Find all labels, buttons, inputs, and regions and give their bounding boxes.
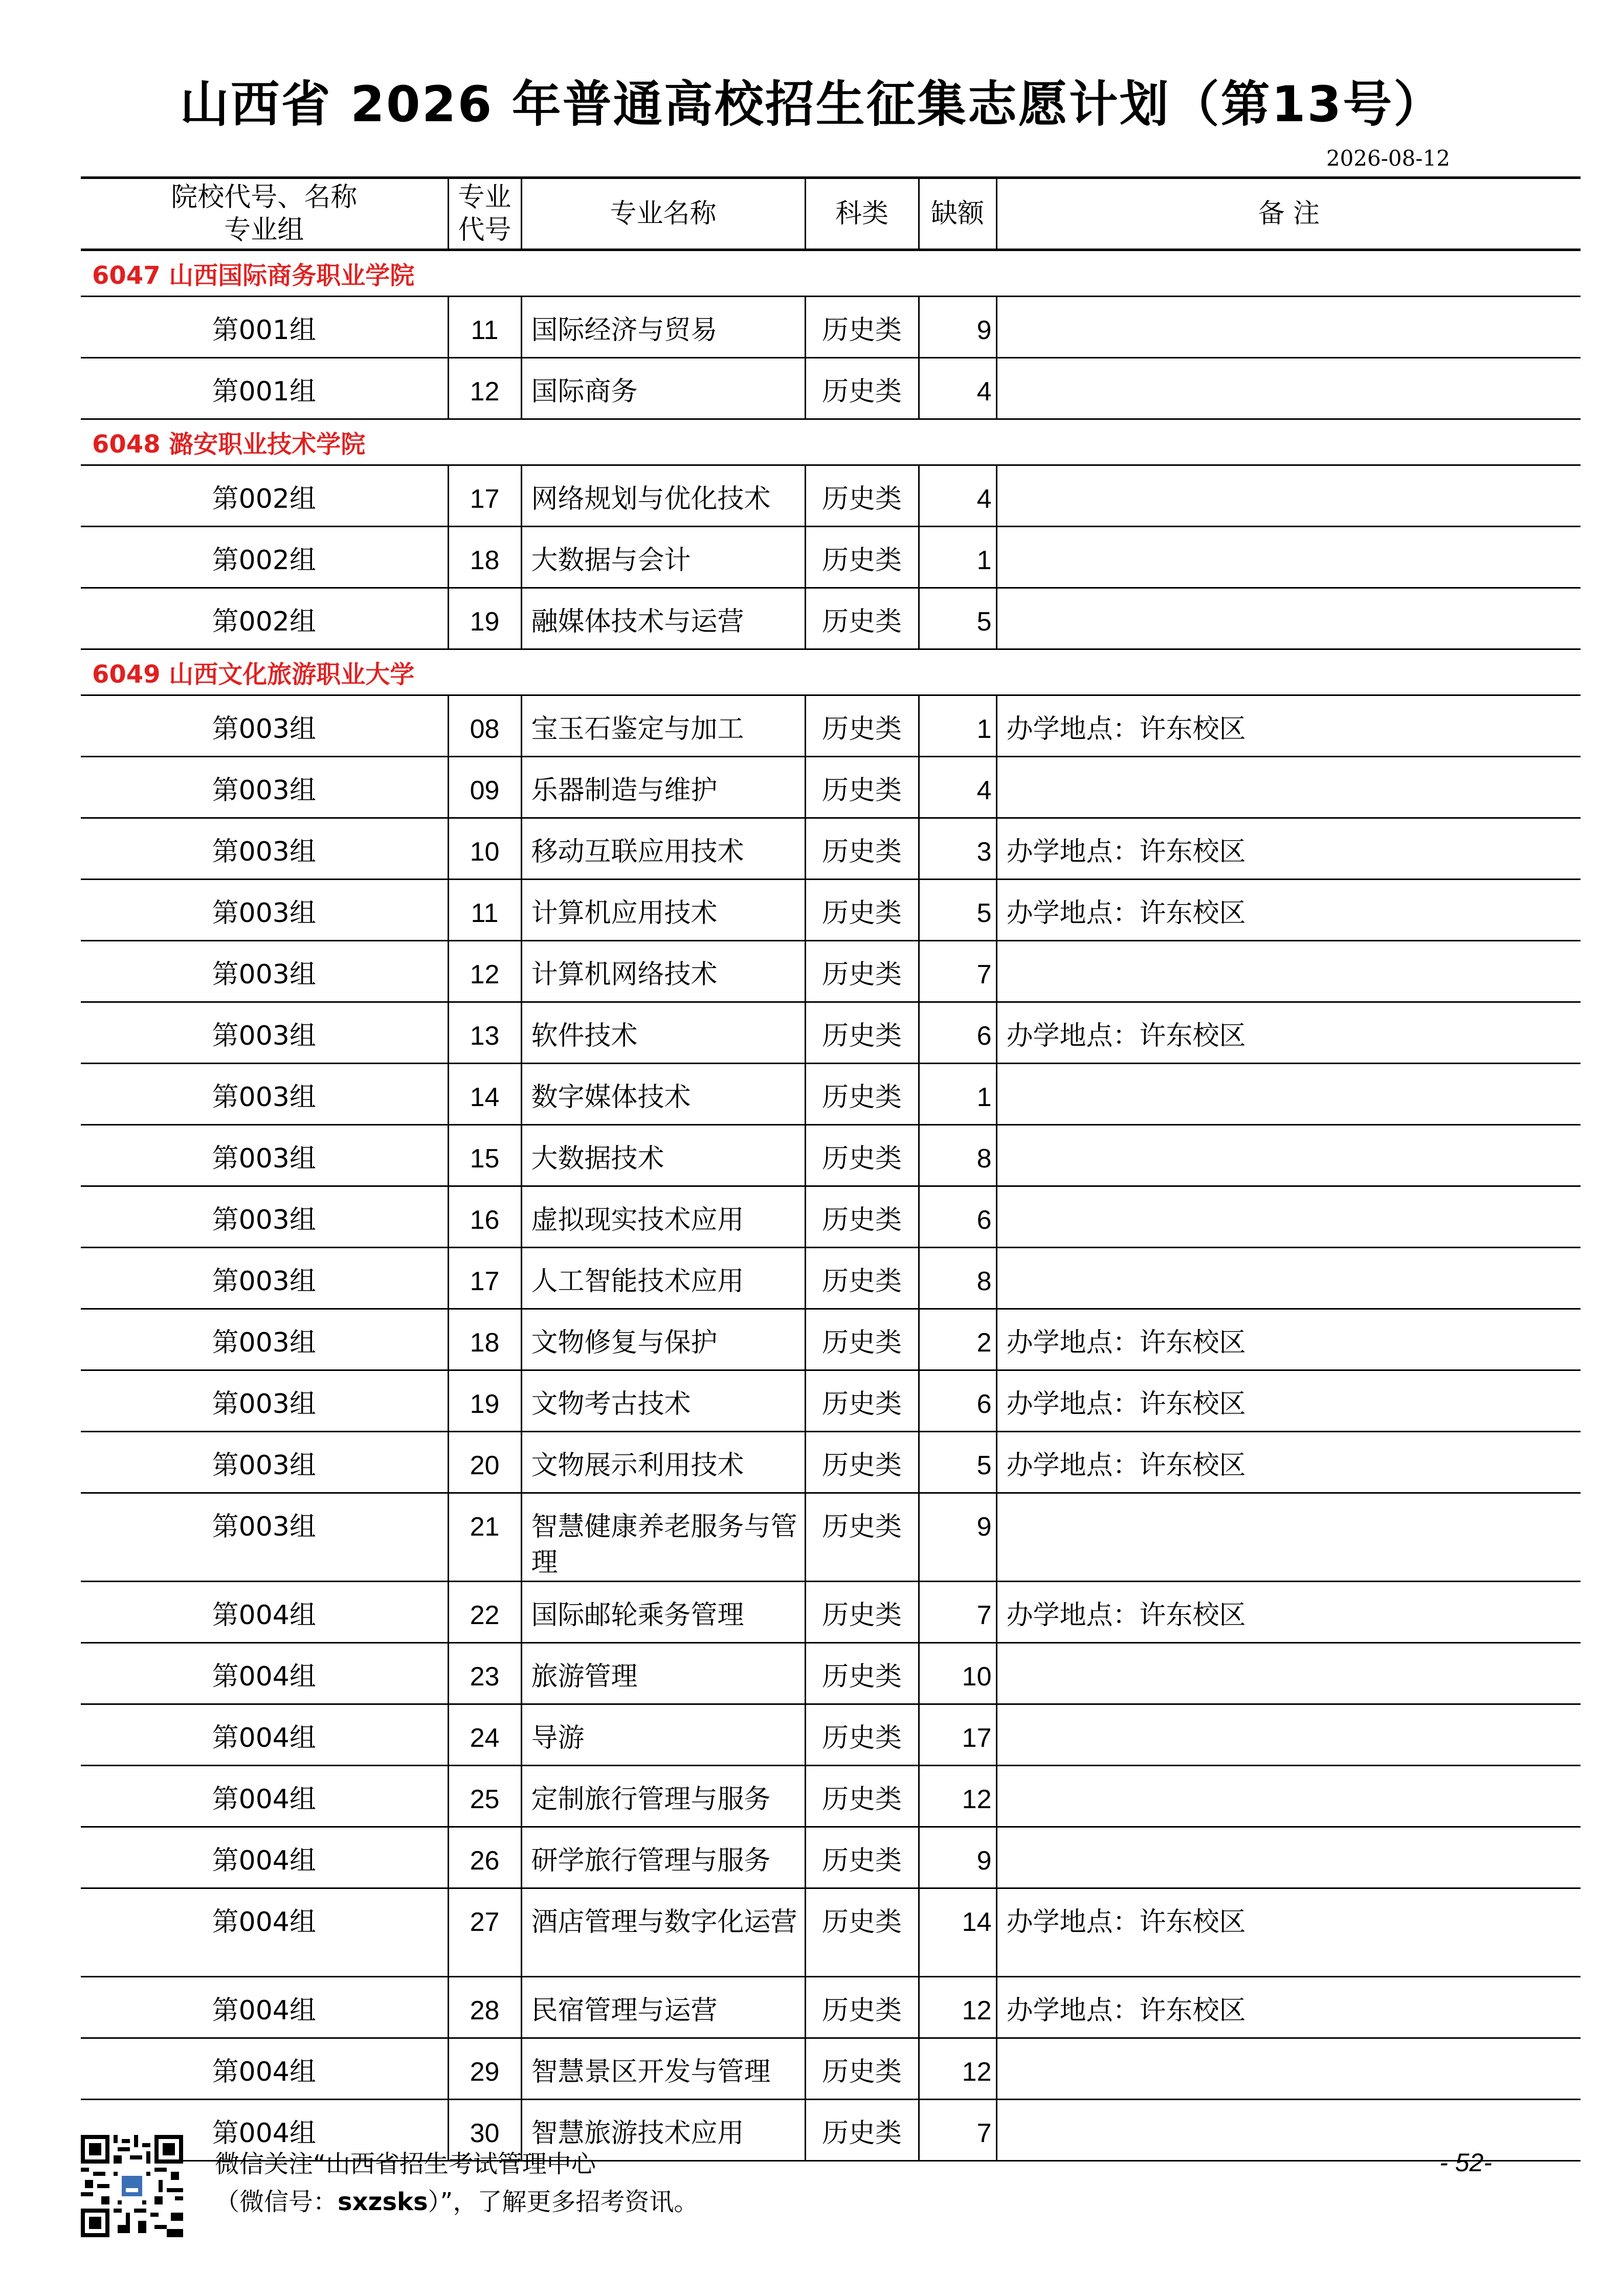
major-name-cell: 移动互联应用技术: [521, 818, 805, 880]
table-row: [81, 695, 1581, 757]
vacancy-cell: 7: [919, 2100, 996, 2161]
note-cell: 办学地点：许东校区: [996, 1432, 1581, 1493]
footer-line-2-pre: （微信号：: [215, 2188, 338, 2216]
note-cell: [996, 1493, 1581, 1582]
major-name-cell: 计算机应用技术: [521, 880, 805, 941]
category-cell: 历史类: [805, 1248, 919, 1309]
major-code-cell: 30: [448, 2100, 521, 2161]
note-cell: 办学地点：许东校区: [996, 880, 1581, 941]
page-number: - 52-: [1439, 2148, 1492, 2177]
vacancy-cell: 4: [919, 757, 996, 818]
major-name-cell: 大数据技术: [521, 1125, 805, 1186]
table-row: [81, 1432, 1581, 1493]
header-note: 备 注: [996, 178, 1581, 250]
table-row: [81, 527, 1581, 588]
table-row: [81, 1309, 1581, 1370]
major-name-cell: 酒店管理与数字化运营: [521, 1888, 805, 1977]
major-code-cell: 18: [448, 1309, 521, 1370]
major-name-cell: 虚拟现实技术应用: [521, 1186, 805, 1248]
major-name-cell: 乐器制造与维护: [521, 757, 805, 818]
category-cell: 历史类: [805, 1186, 919, 1248]
table-row: [81, 1643, 1581, 1704]
major-code-cell: 19: [448, 588, 521, 649]
major-code-cell: 17: [448, 465, 521, 527]
table-row: [81, 358, 1581, 419]
qr-code-icon: [81, 2135, 183, 2237]
category-cell: 历史类: [805, 695, 919, 757]
vacancy-cell: 17: [919, 1704, 996, 1766]
major-code-cell: 23: [448, 1643, 521, 1704]
note-cell: [996, 358, 1581, 419]
group-cell: 第004组: [81, 1827, 448, 1888]
footer-wechat-note: [215, 2145, 698, 2221]
group-cell: 第004组: [81, 1582, 448, 1643]
table-row: [81, 1125, 1581, 1186]
note-cell: [996, 588, 1581, 649]
major-name-cell: 国际经济与贸易: [521, 297, 805, 358]
note-cell: [996, 2100, 1581, 2161]
group-cell: 第003组: [81, 1370, 448, 1432]
category-cell: 历史类: [805, 1432, 919, 1493]
note-cell: 办学地点：许东校区: [996, 1888, 1581, 1977]
major-code-cell: 21: [448, 1493, 521, 1582]
note-cell: [996, 1064, 1581, 1125]
major-name-cell: 国际商务: [521, 358, 805, 419]
major-name-cell: 研学旅行管理与服务: [521, 1827, 805, 1888]
institution-row: [81, 649, 1581, 695]
institution-name: 6048 潞安职业技术学院: [81, 419, 1581, 465]
vacancy-cell: 10: [919, 1643, 996, 1704]
major-code-cell: 09: [448, 757, 521, 818]
major-name-cell: 宝玉石鉴定与加工: [521, 695, 805, 757]
group-cell: 第003组: [81, 1125, 448, 1186]
major-code-cell: 26: [448, 1827, 521, 1888]
note-cell: [996, 1125, 1581, 1186]
group-cell: 第003组: [81, 1248, 448, 1309]
table-header-row: [81, 178, 1581, 250]
table-row: [81, 880, 1581, 941]
note-cell: 办学地点：许东校区: [996, 1977, 1581, 2038]
vacancy-cell: 12: [919, 1766, 996, 1827]
note-cell: 办学地点：许东校区: [996, 1309, 1581, 1370]
vacancy-cell: 1: [919, 1064, 996, 1125]
group-cell: 第004组: [81, 2038, 448, 2100]
institution-row: [81, 250, 1581, 297]
major-name-cell: 国际邮轮乘务管理: [521, 1582, 805, 1643]
major-code-cell: 12: [448, 941, 521, 1002]
group-cell: 第003组: [81, 1432, 448, 1493]
major-name-cell: 文物修复与保护: [521, 1309, 805, 1370]
institution-name: 6047 山西国际商务职业学院: [81, 250, 1581, 297]
table-row: [81, 941, 1581, 1002]
vacancy-cell: 9: [919, 297, 996, 358]
table-row: [81, 465, 1581, 527]
category-cell: 历史类: [805, 1766, 919, 1827]
major-name-cell: 融媒体技术与运营: [521, 588, 805, 649]
major-code-cell: 10: [448, 818, 521, 880]
note-cell: 办学地点：许东校区: [996, 1002, 1581, 1064]
note-cell: 办学地点：许东校区: [996, 818, 1581, 880]
institution-name: 6049 山西文化旅游职业大学: [81, 649, 1581, 695]
major-name-cell: 大数据与会计: [521, 527, 805, 588]
vacancy-cell: 14: [919, 1888, 996, 1977]
group-cell: 第004组: [81, 1977, 448, 2038]
table-row: [81, 588, 1581, 649]
note-cell: [996, 465, 1581, 527]
page-title: 山西省 2026 年普通高校招生征集志愿计划（第13号）: [180, 76, 1444, 133]
note-cell: [996, 1827, 1581, 1888]
header-major: 专业名称: [521, 178, 805, 250]
header-gap: 缺额: [919, 178, 996, 250]
note-cell: [996, 1766, 1581, 1827]
vacancy-cell: 4: [919, 358, 996, 419]
group-cell: 第003组: [81, 1493, 448, 1582]
header-school: 院校代号、名称 专业组: [81, 178, 448, 250]
group-cell: 第004组: [81, 1888, 448, 1977]
note-cell: [996, 1704, 1581, 1766]
category-cell: 历史类: [805, 1977, 919, 2038]
major-name-cell: 旅游管理: [521, 1643, 805, 1704]
group-cell: 第003组: [81, 1309, 448, 1370]
category-cell: 历史类: [805, 1309, 919, 1370]
major-code-cell: 16: [448, 1186, 521, 1248]
category-cell: 历史类: [805, 2100, 919, 2161]
category-cell: 历史类: [805, 1493, 919, 1582]
major-name-cell: 导游: [521, 1704, 805, 1766]
vacancy-cell: 12: [919, 2038, 996, 2100]
major-code-cell: 28: [448, 1977, 521, 2038]
table-row: [81, 818, 1581, 880]
major-code-cell: 24: [448, 1704, 521, 1766]
group-cell: 第002组: [81, 527, 448, 588]
vacancy-cell: 1: [919, 695, 996, 757]
major-name-cell: 智慧健康养老服务与管理: [521, 1493, 805, 1582]
table-row: [81, 2038, 1581, 2100]
table-row: [81, 1827, 1581, 1888]
major-name-cell: 软件技术: [521, 1002, 805, 1064]
group-cell: 第004组: [81, 1766, 448, 1827]
group-cell: 第003组: [81, 941, 448, 1002]
enrollment-plan-table: [81, 176, 1581, 2162]
major-code-cell: 27: [448, 1888, 521, 1977]
category-cell: 历史类: [805, 1704, 919, 1766]
group-cell: 第001组: [81, 358, 448, 419]
table-row: [81, 297, 1581, 358]
note-cell: [996, 1248, 1581, 1309]
wechat-id: sxzsks: [338, 2188, 428, 2216]
header-code: 专业 代号: [448, 178, 521, 250]
header-category: 科类: [805, 178, 919, 250]
major-name-cell: 文物展示利用技术: [521, 1432, 805, 1493]
table-row: [81, 1704, 1581, 1766]
major-code-cell: 17: [448, 1248, 521, 1309]
institution-row: [81, 419, 1581, 465]
category-cell: 历史类: [805, 527, 919, 588]
major-code-cell: 11: [448, 880, 521, 941]
note-cell: 办学地点：许东校区: [996, 1582, 1581, 1643]
vacancy-cell: 6: [919, 1002, 996, 1064]
vacancy-cell: 5: [919, 1432, 996, 1493]
category-cell: 历史类: [805, 588, 919, 649]
group-cell: 第003组: [81, 1186, 448, 1248]
vacancy-cell: 2: [919, 1309, 996, 1370]
category-cell: 历史类: [805, 1827, 919, 1888]
footer-line-1: 微信关注“山西省招生考试管理中心: [215, 2150, 596, 2178]
major-code-cell: 25: [448, 1766, 521, 1827]
footer-line-2: [215, 2183, 698, 2221]
major-code-cell: 14: [448, 1064, 521, 1125]
major-code-cell: 20: [448, 1432, 521, 1493]
major-name-cell: 网络规划与优化技术: [521, 465, 805, 527]
table-row: [81, 1888, 1581, 1977]
category-cell: 历史类: [805, 880, 919, 941]
vacancy-cell: 9: [919, 1493, 996, 1582]
note-cell: [996, 1186, 1581, 1248]
group-cell: 第003组: [81, 757, 448, 818]
vacancy-cell: 1: [919, 527, 996, 588]
group-cell: 第002组: [81, 588, 448, 649]
major-name-cell: 文物考古技术: [521, 1370, 805, 1432]
group-cell: 第003组: [81, 1064, 448, 1125]
major-name-cell: 计算机网络技术: [521, 941, 805, 1002]
category-cell: 历史类: [805, 358, 919, 419]
note-cell: 办学地点：许东校区: [996, 695, 1581, 757]
table-row: [81, 1370, 1581, 1432]
category-cell: 历史类: [805, 757, 919, 818]
category-cell: 历史类: [805, 941, 919, 1002]
table-row: [81, 1002, 1581, 1064]
category-cell: 历史类: [805, 1125, 919, 1186]
category-cell: 历史类: [805, 1643, 919, 1704]
group-cell: 第003组: [81, 1002, 448, 1064]
vacancy-cell: 8: [919, 1125, 996, 1186]
note-cell: [996, 941, 1581, 1002]
vacancy-cell: 8: [919, 1248, 996, 1309]
vacancy-cell: 5: [919, 880, 996, 941]
table-row: [81, 757, 1581, 818]
category-cell: 历史类: [805, 1582, 919, 1643]
group-cell: 第002组: [81, 465, 448, 527]
major-code-cell: 18: [448, 527, 521, 588]
vacancy-cell: 6: [919, 1370, 996, 1432]
vacancy-cell: 12: [919, 1977, 996, 2038]
note-cell: 办学地点：许东校区: [996, 1370, 1581, 1432]
category-cell: 历史类: [805, 1888, 919, 1977]
group-cell: 第004组: [81, 1704, 448, 1766]
category-cell: 历史类: [805, 1370, 919, 1432]
major-name-cell: 智慧景区开发与管理: [521, 2038, 805, 2100]
major-code-cell: 11: [448, 297, 521, 358]
category-cell: 历史类: [805, 1002, 919, 1064]
major-name-cell: 民宿管理与运营: [521, 1977, 805, 2038]
table-row: [81, 1248, 1581, 1309]
note-cell: [996, 757, 1581, 818]
category-cell: 历史类: [805, 465, 919, 527]
footer-line-2-post: ）”，了解更多招考资讯。: [428, 2188, 699, 2216]
table-row: [81, 1582, 1581, 1643]
major-code-cell: 08: [448, 695, 521, 757]
publish-date: 2026-08-12: [1326, 146, 1450, 171]
group-cell: 第004组: [81, 1643, 448, 1704]
table-row: [81, 1766, 1581, 1827]
group-cell: 第003组: [81, 880, 448, 941]
table-row: [81, 1186, 1581, 1248]
vacancy-cell: 3: [919, 818, 996, 880]
major-code-cell: 22: [448, 1582, 521, 1643]
group-cell: 第004组: [81, 2100, 448, 2161]
vacancy-cell: 7: [919, 941, 996, 1002]
major-code-cell: 12: [448, 358, 521, 419]
major-name-cell: 数字媒体技术: [521, 1064, 805, 1125]
major-code-cell: 15: [448, 1125, 521, 1186]
major-code-cell: 19: [448, 1370, 521, 1432]
vacancy-cell: 9: [919, 1827, 996, 1888]
note-cell: [996, 297, 1581, 358]
group-cell: 第001组: [81, 297, 448, 358]
major-name-cell: 智慧旅游技术应用: [521, 2100, 805, 2161]
major-code-cell: 13: [448, 1002, 521, 1064]
vacancy-cell: 5: [919, 588, 996, 649]
table-row: [81, 1977, 1581, 2038]
group-cell: 第003组: [81, 818, 448, 880]
major-name-cell: 人工智能技术应用: [521, 1248, 805, 1309]
category-cell: 历史类: [805, 818, 919, 880]
category-cell: 历史类: [805, 1064, 919, 1125]
major-name-cell: 定制旅行管理与服务: [521, 1766, 805, 1827]
note-cell: [996, 2038, 1581, 2100]
table-row: [81, 1064, 1581, 1125]
vacancy-cell: 6: [919, 1186, 996, 1248]
vacancy-cell: 7: [919, 1582, 996, 1643]
major-code-cell: 29: [448, 2038, 521, 2100]
note-cell: [996, 1643, 1581, 1704]
category-cell: 历史类: [805, 297, 919, 358]
category-cell: 历史类: [805, 2038, 919, 2100]
group-cell: 第003组: [81, 695, 448, 757]
vacancy-cell: 4: [919, 465, 996, 527]
note-cell: [996, 527, 1581, 588]
table-row: [81, 1493, 1581, 1582]
